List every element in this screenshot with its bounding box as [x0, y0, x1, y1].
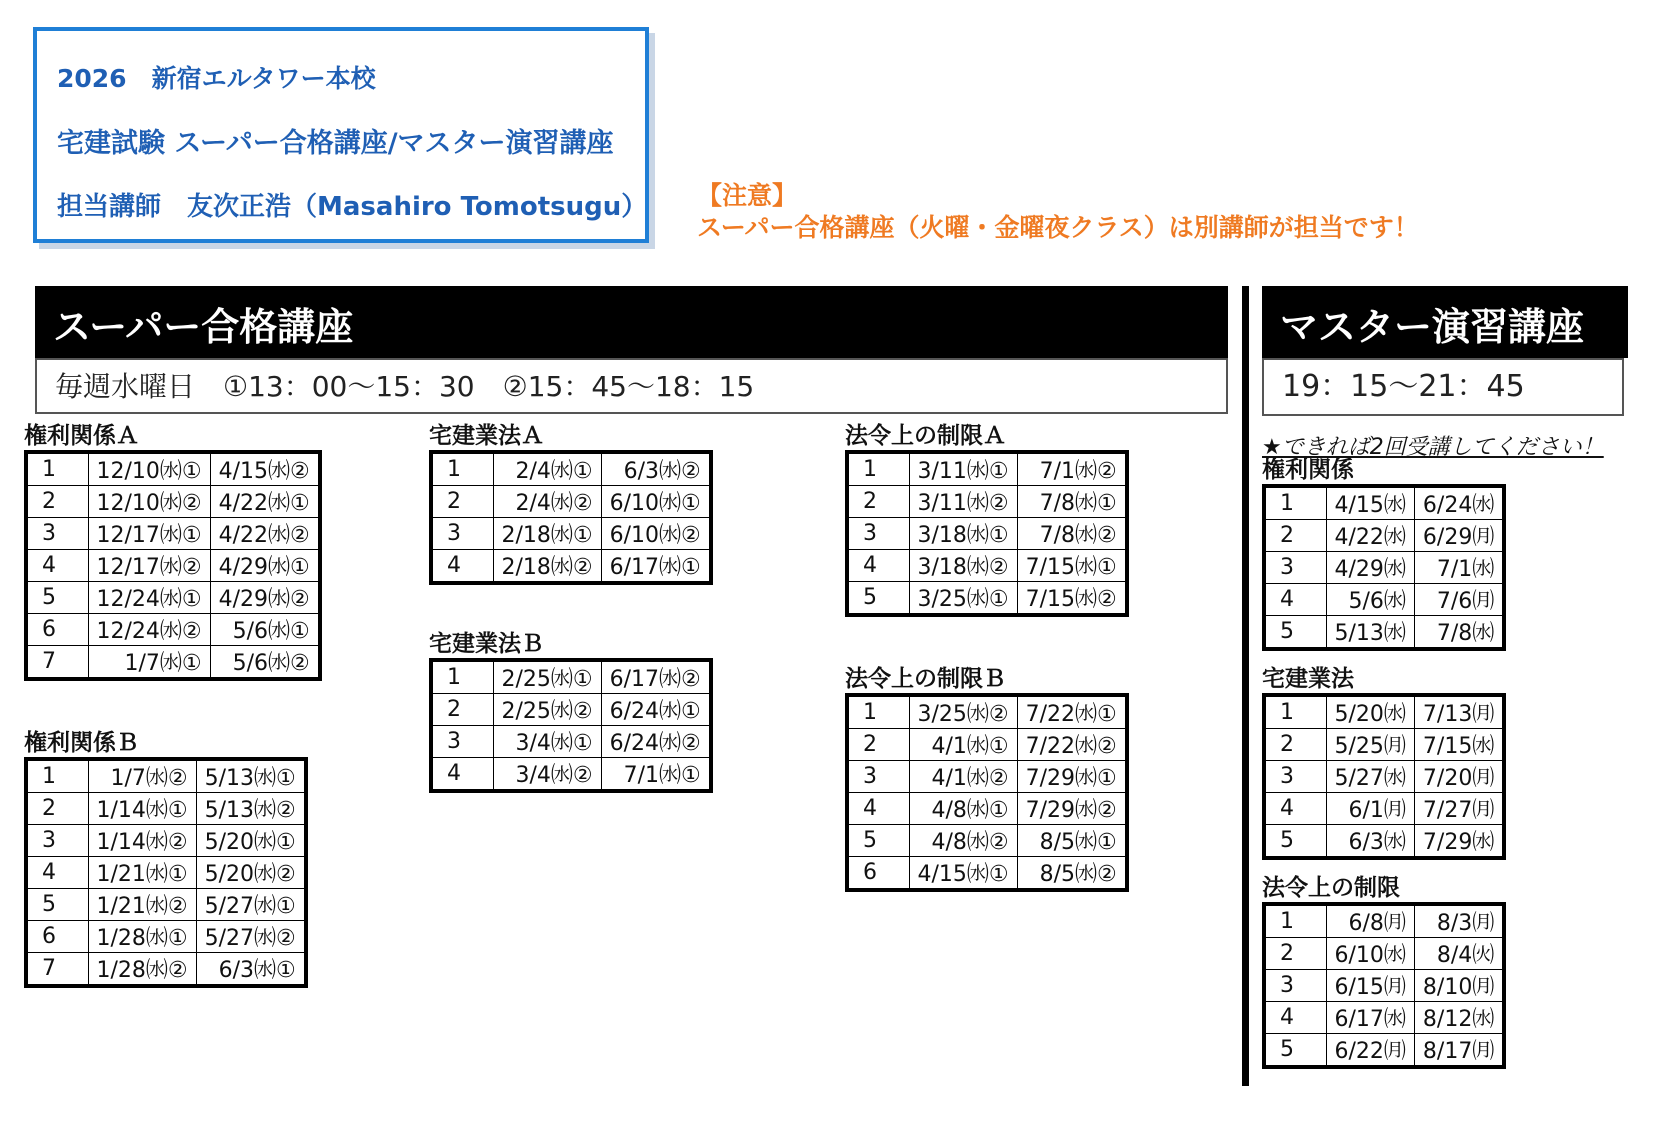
session-number: 3 [1264, 970, 1326, 1002]
table-block-master-hourei [1262, 874, 1506, 1069]
table-row [26, 582, 320, 614]
session-date-first: 2/4㈬② [493, 486, 601, 518]
session-number: 6 [26, 614, 88, 646]
table-row [1264, 729, 1504, 761]
session-date-first: 4/8㈬① [909, 793, 1017, 825]
session-date-second: 6/24㈬② [601, 726, 711, 758]
session-date-second: 7/29㈬① [1017, 761, 1127, 793]
table-row [1264, 486, 1504, 520]
table-row [26, 759, 306, 793]
session-date-first: 5/27㈬ [1326, 761, 1414, 793]
session-date-first: 2/25㈬① [493, 660, 601, 694]
table-row [26, 550, 320, 582]
session-number: 3 [431, 726, 493, 758]
table-row [847, 857, 1127, 891]
schedule-table [24, 450, 322, 681]
session-number: 5 [26, 889, 88, 921]
session-date-first: 12/10㈬① [88, 452, 210, 486]
session-date-second: 7/27㈪ [1414, 793, 1504, 825]
session-date-first: 5/6㈬ [1326, 584, 1414, 616]
session-number: 3 [1264, 761, 1326, 793]
table-row [1264, 761, 1504, 793]
schedule-table [24, 757, 308, 988]
table-row [26, 825, 306, 857]
table-row [431, 758, 711, 792]
session-number: 3 [1264, 552, 1326, 584]
header-box [33, 27, 649, 243]
session-date-second: 6/17㈬② [601, 660, 711, 694]
table-block-takken-a [429, 422, 713, 585]
session-number: 6 [26, 921, 88, 953]
session-date-first: 3/4㈬① [493, 726, 601, 758]
session-date-first: 1/14㈬① [88, 793, 196, 825]
session-number: 1 [1264, 695, 1326, 729]
table-row [847, 695, 1127, 729]
session-date-second: 7/20㈪ [1414, 761, 1504, 793]
session-date-first: 6/1㈪ [1326, 793, 1414, 825]
notice-title: 【注意】 [697, 181, 798, 210]
table-row [847, 582, 1127, 616]
session-date-second: 6/24㈬ [1414, 486, 1504, 520]
session-number: 5 [1264, 1034, 1326, 1068]
table-title: 権利関係 [1262, 457, 1354, 483]
table-title: 宅建業法 [1262, 666, 1354, 692]
session-date-second: 6/17㈬① [601, 550, 711, 584]
session-number: 1 [1264, 486, 1326, 520]
table-row [431, 660, 711, 694]
table-title: 宅建業法Ｂ [429, 631, 544, 657]
table-row [26, 953, 306, 987]
table-row [26, 486, 320, 518]
table-title: 権利関係Ｂ [24, 730, 139, 756]
session-date-second: 8/10㈪ [1414, 970, 1504, 1002]
session-date-first: 6/3㈬ [1326, 825, 1414, 859]
schedule-table [1262, 902, 1506, 1069]
session-number: 4 [1264, 793, 1326, 825]
session-date-second: 6/3㈬② [601, 452, 711, 486]
session-number: 5 [1264, 616, 1326, 650]
session-date-second: 5/13㈬① [196, 759, 306, 793]
session-date-first: 1/21㈬② [88, 889, 196, 921]
session-number: 4 [847, 550, 909, 582]
session-date-first: 3/25㈬① [909, 582, 1017, 616]
session-date-first: 2/18㈬① [493, 518, 601, 550]
session-date-first: 3/4㈬② [493, 758, 601, 792]
session-date-first: 1/28㈬① [88, 921, 196, 953]
session-date-second: 6/3㈬① [196, 953, 306, 987]
session-date-second: 5/20㈬① [196, 825, 306, 857]
session-date-second: 4/22㈬② [210, 518, 320, 550]
table-block-hourei-b [845, 665, 1129, 892]
session-date-first: 1/21㈬① [88, 857, 196, 889]
session-date-second: 7/15㈬ [1414, 729, 1504, 761]
session-number: 2 [1264, 729, 1326, 761]
session-number: 4 [26, 550, 88, 582]
session-date-second: 5/13㈬② [196, 793, 306, 825]
session-date-second: 4/22㈬① [210, 486, 320, 518]
session-date-second: 6/10㈬② [601, 518, 711, 550]
session-number: 3 [431, 518, 493, 550]
session-number: 1 [431, 660, 493, 694]
session-date-second: 5/6㈬① [210, 614, 320, 646]
session-date-second: 7/22㈬① [1017, 695, 1127, 729]
master-course-note: ★できれば2回受講してください！ [1262, 435, 1604, 460]
session-date-second: 8/3㈪ [1414, 904, 1504, 938]
table-row [1264, 904, 1504, 938]
session-date-first: 12/17㈬① [88, 518, 210, 550]
table-row [431, 694, 711, 726]
session-number: 3 [847, 518, 909, 550]
schedule-table [429, 658, 713, 793]
table-block-kenri-b [24, 729, 308, 988]
session-date-second: 7/1㈬ [1414, 552, 1504, 584]
session-number: 2 [431, 486, 493, 518]
session-number: 2 [26, 793, 88, 825]
session-number: 6 [847, 857, 909, 891]
session-date-second: 6/29㈪ [1414, 520, 1504, 552]
session-date-second: 7/13㈪ [1414, 695, 1504, 729]
table-row [847, 825, 1127, 857]
session-date-first: 3/25㈬② [909, 695, 1017, 729]
table-row [431, 550, 711, 584]
session-date-first: 2/4㈬① [493, 452, 601, 486]
session-date-first: 2/18㈬② [493, 550, 601, 584]
session-date-first: 3/18㈬② [909, 550, 1017, 582]
session-date-first: 1/14㈬② [88, 825, 196, 857]
master-course-banner: マスター演習講座 [1262, 286, 1628, 358]
session-number: 5 [26, 582, 88, 614]
session-date-second: 5/6㈬② [210, 646, 320, 680]
session-date-second: 7/29㈬ [1414, 825, 1504, 859]
session-number: 2 [1264, 520, 1326, 552]
table-row [1264, 552, 1504, 584]
session-date-first: 6/17㈬ [1326, 1002, 1414, 1034]
session-date-second: 8/4㈫ [1414, 938, 1504, 970]
table-row [847, 729, 1127, 761]
master-course-time: 19：15～21：45 [1262, 358, 1624, 416]
session-date-first: 1/7㈬① [88, 646, 210, 680]
table-row [1264, 695, 1504, 729]
session-number: 3 [26, 825, 88, 857]
session-date-first: 5/13㈬ [1326, 616, 1414, 650]
session-date-second: 7/15㈬① [1017, 550, 1127, 582]
table-title: 宅建業法Ａ [429, 423, 544, 449]
session-date-second: 8/5㈬① [1017, 825, 1127, 857]
session-date-first: 12/10㈬② [88, 486, 210, 518]
session-number: 5 [1264, 825, 1326, 859]
session-date-second: 4/15㈬② [210, 452, 320, 486]
session-number: 2 [847, 729, 909, 761]
session-number: 1 [26, 452, 88, 486]
table-row [1264, 520, 1504, 552]
schedule-table [1262, 693, 1506, 860]
session-date-second: 6/10㈬① [601, 486, 711, 518]
table-row [1264, 793, 1504, 825]
session-date-second: 8/17㈪ [1414, 1034, 1504, 1068]
session-date-first: 12/24㈬② [88, 614, 210, 646]
table-block-master-kenri [1262, 456, 1506, 651]
session-date-first: 4/15㈬① [909, 857, 1017, 891]
session-date-first: 6/10㈬ [1326, 938, 1414, 970]
table-row [1264, 584, 1504, 616]
session-number: 1 [847, 452, 909, 486]
session-date-first: 3/11㈬① [909, 452, 1017, 486]
session-number: 4 [431, 550, 493, 584]
schedule-table [1262, 484, 1506, 651]
table-row [1264, 1034, 1504, 1068]
session-number: 4 [1264, 1002, 1326, 1034]
session-number: 1 [1264, 904, 1326, 938]
session-date-second: 8/12㈬ [1414, 1002, 1504, 1034]
table-row [847, 452, 1127, 486]
session-date-first: 1/28㈬② [88, 953, 196, 987]
session-number: 7 [26, 646, 88, 680]
session-date-second: 7/22㈬② [1017, 729, 1127, 761]
table-title: 権利関係Ａ [24, 423, 139, 449]
session-date-first: 6/15㈪ [1326, 970, 1414, 1002]
session-date-first: 6/22㈪ [1326, 1034, 1414, 1068]
table-block-kenri-a [24, 422, 322, 681]
session-date-first: 4/1㈬① [909, 729, 1017, 761]
table-row [1264, 1002, 1504, 1034]
header-line-course-title: 宅建試験 スーパー合格講座/マスター演習講座 [57, 128, 614, 159]
table-row [847, 550, 1127, 582]
table-title: 法令上の制限 [1262, 875, 1400, 901]
session-number: 3 [26, 518, 88, 550]
session-date-first: 5/25㈪ [1326, 729, 1414, 761]
schedule-table [429, 450, 713, 585]
session-date-second: 6/24㈬① [601, 694, 711, 726]
session-date-first: 12/17㈬② [88, 550, 210, 582]
session-number: 2 [431, 694, 493, 726]
table-row [431, 726, 711, 758]
table-row [26, 614, 320, 646]
table-row [847, 761, 1127, 793]
table-row [847, 518, 1127, 550]
table-row [847, 793, 1127, 825]
session-number: 3 [847, 761, 909, 793]
table-row [431, 452, 711, 486]
session-date-first: 2/25㈬② [493, 694, 601, 726]
session-number: 4 [26, 857, 88, 889]
table-title: 法令上の制限Ａ [845, 423, 1006, 449]
session-number: 4 [1264, 584, 1326, 616]
session-date-second: 7/15㈬② [1017, 582, 1127, 616]
schedule-table [845, 450, 1129, 617]
session-date-first: 3/18㈬① [909, 518, 1017, 550]
super-course-banner: スーパー合格講座 [35, 286, 1228, 358]
session-number: 2 [847, 486, 909, 518]
header-line-year-campus: 2026 新宿エルタワー本校 [57, 64, 376, 93]
table-block-master-takken [1262, 665, 1506, 860]
table-row [26, 793, 306, 825]
session-date-first: 1/7㈬② [88, 759, 196, 793]
session-date-first: 6/8㈪ [1326, 904, 1414, 938]
table-row [431, 518, 711, 550]
session-date-first: 4/22㈬ [1326, 520, 1414, 552]
table-row [26, 857, 306, 889]
table-block-takken-b [429, 630, 713, 793]
session-date-first: 4/29㈬ [1326, 552, 1414, 584]
session-date-second: 7/1㈬① [601, 758, 711, 792]
session-number: 2 [26, 486, 88, 518]
session-date-second: 4/29㈬② [210, 582, 320, 614]
session-date-second: 5/27㈬② [196, 921, 306, 953]
session-number: 1 [847, 695, 909, 729]
table-row [1264, 938, 1504, 970]
table-row [26, 518, 320, 550]
table-row [431, 486, 711, 518]
session-number: 5 [847, 582, 909, 616]
session-date-second: 7/8㈬② [1017, 518, 1127, 550]
table-row [847, 486, 1127, 518]
schedule-table [845, 693, 1129, 892]
table-row [26, 452, 320, 486]
table-row [26, 889, 306, 921]
session-date-second: 7/8㈬ [1414, 616, 1504, 650]
session-number: 7 [26, 953, 88, 987]
session-number: 1 [26, 759, 88, 793]
session-number: 2 [1264, 938, 1326, 970]
session-date-first: 12/24㈬① [88, 582, 210, 614]
section-divider [1242, 286, 1249, 1086]
session-number: 1 [431, 452, 493, 486]
super-course-schedule: 毎週水曜日 ①13：00～15：30 ②15：45～18：15 [35, 358, 1228, 414]
table-row [26, 646, 320, 680]
table-row [1264, 616, 1504, 650]
session-date-second: 7/29㈬② [1017, 793, 1127, 825]
table-title: 法令上の制限Ｂ [845, 666, 1006, 692]
session-date-first: 4/8㈬② [909, 825, 1017, 857]
notice-body: スーパー合格講座（火曜・金曜夜クラス）は別講師が担当です！ [697, 213, 1419, 242]
table-row [1264, 970, 1504, 1002]
session-date-second: 4/29㈬① [210, 550, 320, 582]
session-date-second: 7/6㈪ [1414, 584, 1504, 616]
header-line-instructor: 担当講師 友次正浩（Masahiro Tomotsugu） [57, 192, 648, 222]
table-block-hourei-a [845, 422, 1129, 617]
session-number: 4 [847, 793, 909, 825]
session-date-second: 7/1㈬② [1017, 452, 1127, 486]
session-date-second: 5/27㈬① [196, 889, 306, 921]
session-date-first: 4/15㈬ [1326, 486, 1414, 520]
session-date-second: 8/5㈬② [1017, 857, 1127, 891]
table-row [1264, 825, 1504, 859]
session-date-first: 4/1㈬② [909, 761, 1017, 793]
session-date-first: 5/20㈬ [1326, 695, 1414, 729]
session-date-first: 3/11㈬② [909, 486, 1017, 518]
session-number: 4 [431, 758, 493, 792]
session-date-second: 5/20㈬② [196, 857, 306, 889]
session-date-second: 7/8㈬① [1017, 486, 1127, 518]
session-number: 5 [847, 825, 909, 857]
table-row [26, 921, 306, 953]
